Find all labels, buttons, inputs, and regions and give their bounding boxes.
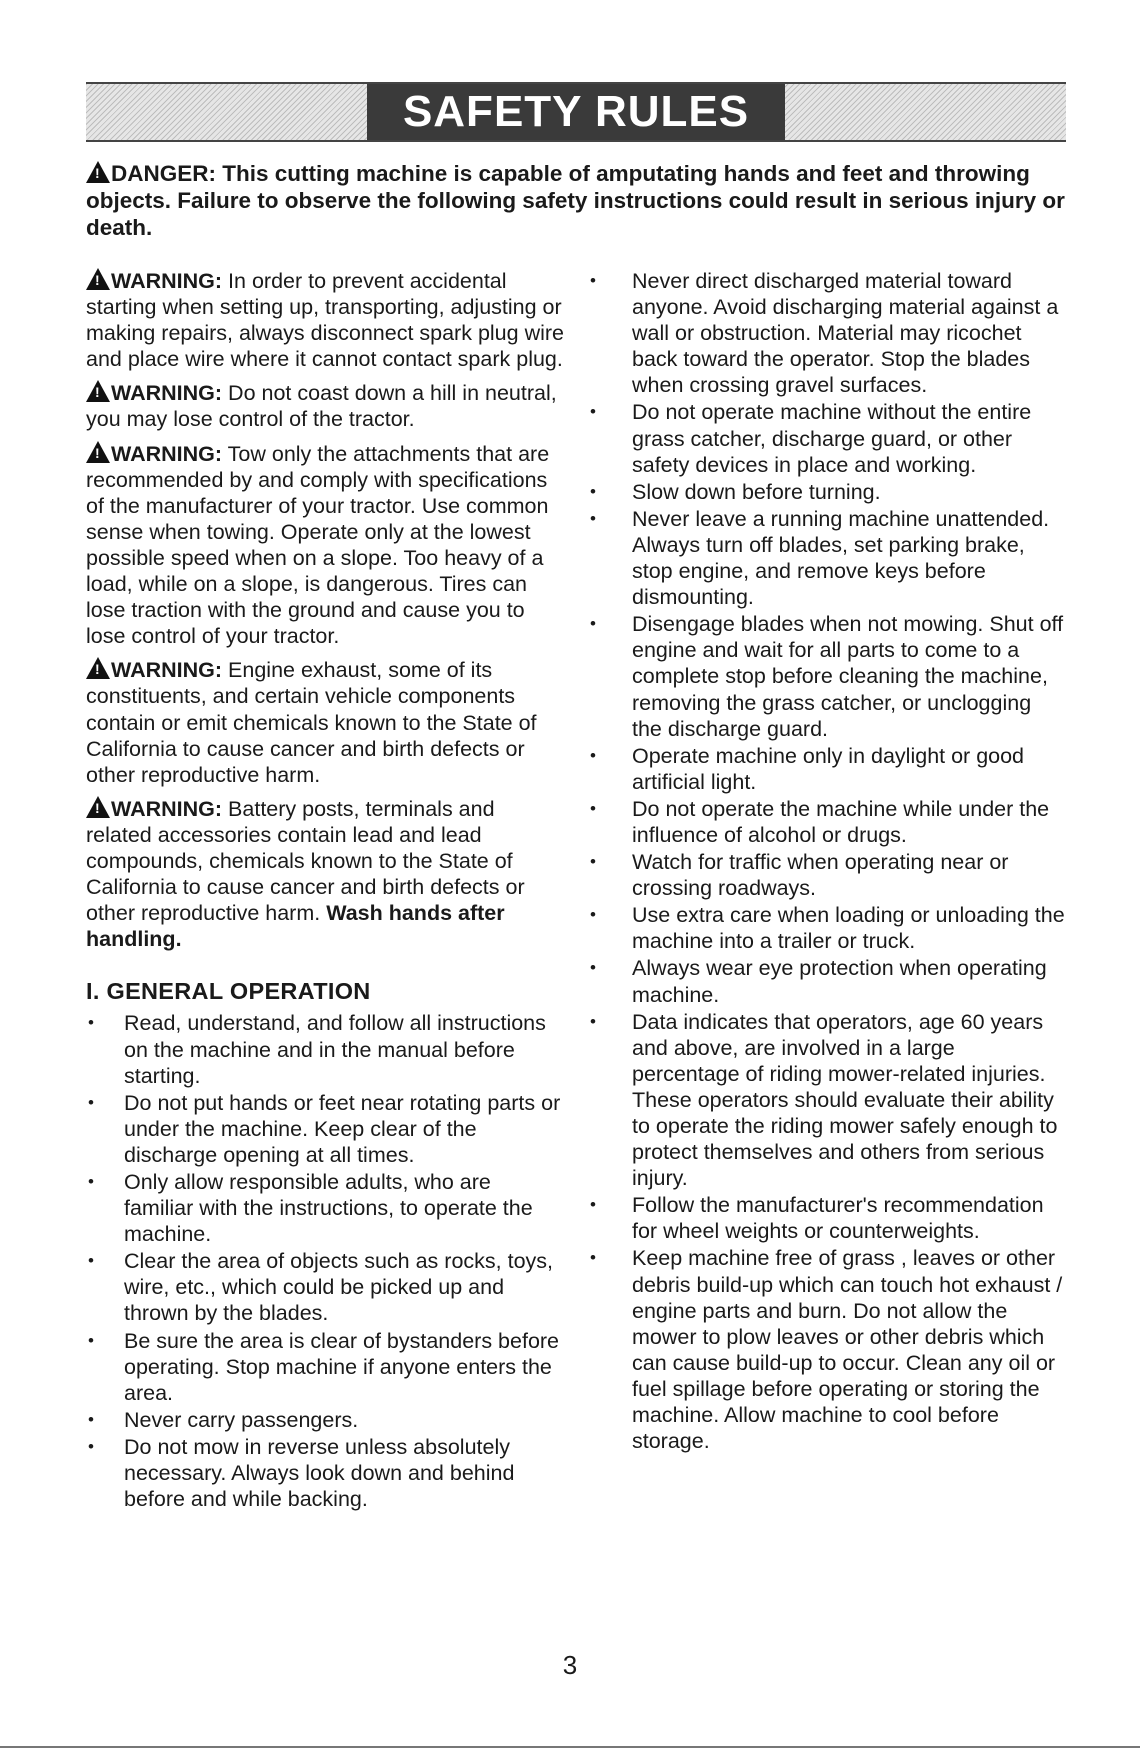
list-item: • Never carry passengers. [86, 1407, 564, 1433]
warning-label: WARNING: [111, 796, 223, 821]
list-item: • Always wear eye protection when operating machine. [588, 955, 1066, 1007]
title-banner [86, 82, 1066, 142]
warning-paragraph [86, 380, 564, 432]
danger-label: DANGER: [111, 161, 216, 186]
list-item: • Disengage blades when not mowing. Shut off engine and wait for all parts to come to a complete stop before cleaning the machine, removing the grass catcher, or unclogging the discharge guard. [588, 611, 1066, 741]
left-bullet-list [86, 1010, 564, 1512]
list-item: • Never direct discharged material toward anyone. Avoid discharging material against a wall or obstruction. Material may ricochet back toward the operator. Stop the blades when crossing gravel surfaces. [588, 268, 1066, 398]
warning-triangle-icon [86, 161, 110, 183]
list-item: • Follow the manufacturer's recommendation for wheel weights or counterweights. [588, 1192, 1066, 1244]
bottom-rule [0, 1746, 1140, 1748]
warning-label: WARNING: [111, 269, 223, 293]
warning-triangle-icon [86, 657, 110, 679]
list-item: • Use extra care when loading or unloading the machine into a trailer or truck. [588, 902, 1066, 954]
page-number: 3 [562, 1650, 578, 1680]
list-item: • Do not mow in reverse unless absolutely necessary. Always look down and behind before and while backing. [86, 1434, 564, 1512]
section-heading: I. GENERAL OPERATION [86, 978, 371, 1005]
warning-text: In order to prevent accidental starting when setting up, transporting, adjusting or making repairs, always disconnect spark plug wire and place wire where it cannot contact spark plug. [86, 269, 564, 372]
left-column [86, 268, 564, 1513]
warning-label: WARNING: [111, 658, 223, 683]
warning-triangle-icon [86, 441, 110, 463]
list-item: • Never leave a running machine unattended. Always turn off blades, set parking brake, stop engine, and remove keys before dismounting. [588, 506, 1066, 610]
list-item: • Operate machine only in daylight or good artificial light. [588, 743, 1066, 795]
warning-label: WARNING: [111, 441, 223, 466]
warning-text: Battery posts, terminals and related accessories contain lead and lead compounds, chemicals known to the State of California to cause cancer and birth defects or other reproductive harm. [86, 796, 525, 926]
warning-paragraph [86, 268, 564, 372]
list-item: • Do not operate the machine while under the influence of alcohol or drugs. [588, 796, 1066, 848]
list-item: • Slow down before turning. [588, 479, 1066, 505]
danger-text: This cutting machine is capable of amputating hands and feet and throwing objects. Failure to observe the following safety instructions could result in serious injury or death. [86, 161, 1065, 240]
warning-triangle-icon [86, 380, 110, 402]
list-item: • Watch for traffic when operating near or crossing roadways. [588, 849, 1066, 901]
warning-label: WARNING: [111, 381, 223, 406]
warning-triangle-icon [86, 796, 110, 818]
warning-text: Engine exhaust, some of its constituents, and certain vehicle components contain or emit chemicals known to the State of California to cause cancer and birth defects or other reproductive harm. [86, 658, 537, 787]
list-item: • Be sure the area is clear of bystanders before operating. Stop machine if anyone enters the area. [86, 1328, 564, 1406]
warning-paragraph [86, 796, 564, 953]
list-item: • Do not operate machine without the entire grass catcher, discharge guard, or other safety devices in place and working. [588, 399, 1066, 477]
warning-emphasis: Wash hands after handling. [86, 901, 505, 952]
right-column [588, 268, 1066, 1455]
page-title: SAFETY RULES [367, 84, 785, 140]
list-item: • Do not put hands or feet near rotating parts or under the machine. Keep clear of the discharge opening at all times. [86, 1090, 564, 1168]
right-bullet-list [588, 268, 1066, 1454]
warning-triangle-icon [86, 268, 110, 290]
danger-notice [86, 160, 1066, 241]
list-item: • Keep machine free of grass , leaves or other debris build-up which can touch hot exhaust / engine parts and burn. Do not allow the mower to plow leaves or other debris which can cause build-up to occur. Clean any oil or fuel spillage before operating or storing the machine. Allow machine to cool before storage. [588, 1245, 1066, 1454]
warning-paragraph [86, 441, 564, 650]
list-item: • Only allow responsible adults, who are familiar with the instructions, to operate the machine. [86, 1169, 564, 1247]
list-item: • Clear the area of objects such as rocks, toys, wire, etc., which could be picked up and thrown by the blades. [86, 1248, 564, 1326]
list-item: • Data indicates that operators, age 60 years and above, are involved in a large percentage of riding mower-related injuries. These operators should evaluate their ability to operate the riding mower safely enough to protect themselves and others from serious injury. [588, 1009, 1066, 1192]
warning-text: Do not coast down a hill in neutral, you may lose control of the tractor. [86, 381, 557, 432]
list-item: • Read, understand, and follow all instructions on the machine and in the manual before starting. [86, 1010, 564, 1088]
warning-paragraph [86, 657, 564, 787]
warning-text: Tow only the attachments that are recommended by and comply with specifications of the manufacturer of your tractor. Use common sense when towing. Operate only at the lowest possible speed when on a slope. Too heavy of a load, while on a slope, is dangerous. Tires can lose traction with the ground and cause you to lose control of your tractor. [86, 441, 550, 649]
